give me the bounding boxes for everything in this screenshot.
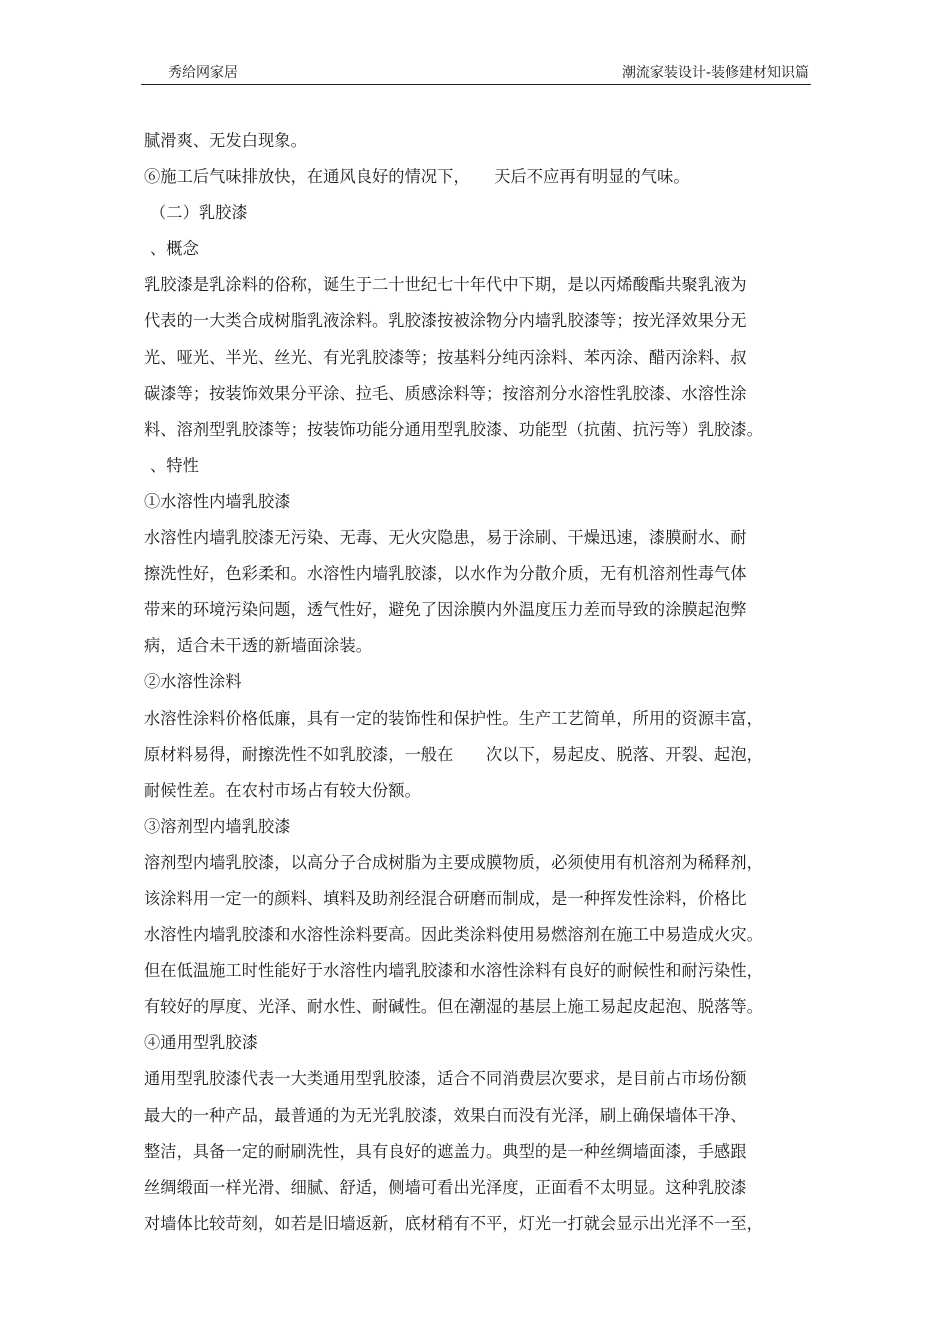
- body-line: 擦洗性好，色彩柔和。水溶性内墙乳胶漆，以水作为分散介质，无有机溶剂性毒气体: [144, 564, 747, 584]
- header-section-title: 潮流家装设计-装修建材知识篇: [621, 65, 809, 81]
- section-heading: （二）乳胶漆: [150, 203, 248, 223]
- body-line: 水溶性内墙乳胶漆无污染、无毒、无火灾隐患，易于涂刷、干燥迅速，漆膜耐水、耐: [144, 528, 747, 548]
- body-line: 整洁，具备一定的耐刷洗性，具有良好的遮盖力。典型的是一种丝绸墙面漆，手感跟: [144, 1141, 747, 1161]
- body-line: 光、哑光、半光、丝光、有光乳胶漆等；按基料分纯丙涂料、苯丙涂、醋丙涂料、叔: [144, 347, 747, 367]
- item-heading: ①水溶性内墙乳胶漆: [144, 491, 291, 511]
- page-header: [141, 58, 811, 85]
- body-line: 原材料易得，耐擦洗性不如乳胶漆，一般在 次以下，易起皮、脱落、开裂、起泡，: [144, 744, 763, 764]
- body-line: 碳漆等；按装饰效果分平涂、拉毛、质感涂料等；按溶剂分水溶性乳胶漆、水溶性涂: [144, 383, 747, 403]
- body-line: 最大的一种产品，最普通的为无光乳胶漆，效果白而没有光泽，刷上确保墙体干净、: [144, 1105, 747, 1125]
- subsection-heading: 、概念: [150, 239, 199, 259]
- body-line: 对墙体比较苛刻，如若是旧墙返新，底材稍有不平，灯光一打就会显示出光泽不一至，: [144, 1213, 763, 1233]
- document-body: [144, 123, 824, 1242]
- item-heading: ④通用型乳胶漆: [144, 1033, 259, 1053]
- body-line: 有较好的厚度、光泽、耐水性、耐碱性。但在潮湿的基层上施工易起皮起泡、脱落等。: [144, 997, 763, 1017]
- body-line: 料、溶剂型乳胶漆等；按装饰功能分通用型乳胶漆、功能型（抗菌、抗污等）乳胶漆。: [144, 419, 763, 439]
- body-line: 乳胶漆是乳涂料的俗称，诞生于二十世纪七十年代中下期，是以丙烯酸酯共聚乳液为: [144, 275, 747, 295]
- body-line: 该涂料用一定一的颜料、填料及助剂经混合研磨而制成，是一种挥发性涂料，价格比: [144, 888, 747, 908]
- body-line: 丝绸缎面一样光滑、细腻、舒适，侧墙可看出光泽度，正面看不太明显。这种乳胶漆: [144, 1177, 747, 1197]
- header-site-name: 秀给网家居: [168, 65, 238, 81]
- body-line: 带来的环境污染问题，透气性好，避免了因涂膜内外温度压力差而导致的涂膜起泡弊: [144, 600, 747, 620]
- body-line: 代表的一大类合成树脂乳液涂料。乳胶漆按被涂物分内墙乳胶漆等；按光泽效果分无: [144, 311, 747, 331]
- body-line: 腻滑爽、无发白现象。: [144, 131, 307, 150]
- body-line: 溶剂型内墙乳胶漆，以高分子合成树脂为主要成膜物质，必须使用有机溶剂为稀释剂，: [144, 852, 763, 872]
- subsection-heading: 、特性: [150, 455, 199, 475]
- body-line: 但在低温施工时性能好于水溶性内墙乳胶漆和水溶性涂料有良好的耐候性和耐污染性，: [144, 961, 763, 981]
- body-line: 耐候性差。在农村市场占有较大份额。: [144, 780, 421, 800]
- body-line: 病，适合未干透的新墙面涂装。: [144, 636, 373, 656]
- item-heading: ③溶剂型内墙乳胶漆: [144, 816, 291, 836]
- body-line: 水溶性内墙乳胶漆和水溶性涂料要高。因此类涂料使用易燃溶剂在施工中易造成火灾。: [144, 925, 763, 945]
- body-line: 水溶性涂料价格低廉，具有一定的装饰性和保护性。生产工艺简单，所用的资源丰富，: [144, 708, 763, 728]
- body-line: ⑥施工后气味排放快，在通风良好的情况下， 天后不应再有明显的气味。: [144, 167, 690, 187]
- item-heading: ②水溶性涂料: [144, 672, 242, 692]
- body-line: 通用型乳胶漆代表一大类通用型乳胶漆，适合不同消费层次要求，是目前占市场份额: [144, 1069, 747, 1089]
